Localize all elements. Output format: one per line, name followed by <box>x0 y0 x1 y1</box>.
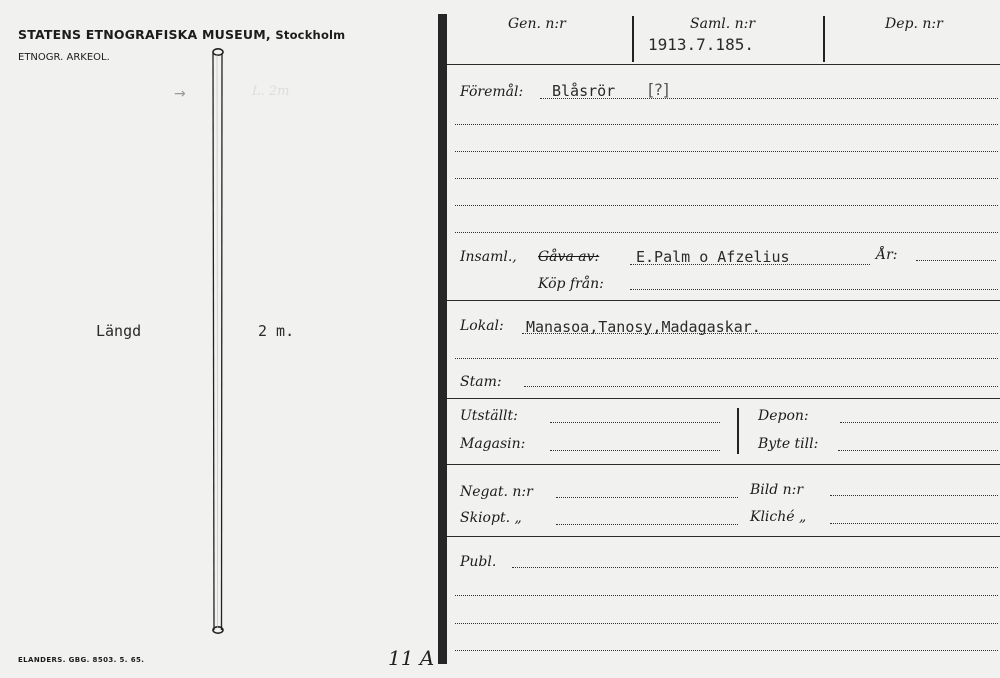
depon-line <box>840 422 998 423</box>
foremal-line-2 <box>455 124 998 125</box>
publ-line-3 <box>455 623 998 624</box>
foremal-line-3 <box>455 151 998 152</box>
arrow-mark: → <box>174 86 186 102</box>
card-divider <box>438 14 447 664</box>
foremal-label: Föremål: <box>460 84 524 100</box>
stam-label: Stam: <box>460 374 502 390</box>
publ-line-4 <box>455 650 998 651</box>
insaml-label: Insaml., <box>460 249 517 265</box>
bild-nr-label: Bild n:r <box>750 482 804 498</box>
utstallt-line <box>550 422 720 423</box>
museum-city: Stockholm <box>275 28 346 42</box>
printer-imprint: ELANDERS. GBG. 8503. 5. 65. <box>18 656 145 664</box>
insaml-line <box>630 264 870 265</box>
lokal-line-2 <box>455 358 998 359</box>
kliche-line <box>830 523 998 524</box>
foremal-line-1 <box>540 98 998 99</box>
rule-2 <box>447 300 1000 301</box>
foremal-line-6 <box>455 232 998 233</box>
depon-label: Depon: <box>758 408 809 424</box>
gava-av-struck-label: Gåva av: <box>538 249 600 265</box>
saml-nr-label: Saml. n:r <box>690 16 756 32</box>
negat-nr-label: Negat. n:r <box>460 484 533 500</box>
museum-name <box>18 27 345 42</box>
header-separator-1 <box>632 16 634 62</box>
blowpipe-drawing <box>200 40 240 640</box>
ar-label: År: <box>876 247 898 263</box>
magasin-line <box>550 450 720 451</box>
handwritten-code: 11 A <box>388 646 435 670</box>
dep-nr-label: Dep. n:r <box>885 16 943 32</box>
ar-line <box>916 260 996 261</box>
kliche-label: Kliché „ <box>750 509 807 525</box>
publ-label: Publ. <box>460 554 497 570</box>
kop-line <box>630 289 998 290</box>
skiopt-line <box>556 524 738 525</box>
publ-line-2 <box>455 595 998 596</box>
kop-fran-label: Köp från: <box>538 276 604 292</box>
skiopt-label: Skiopt. „ <box>460 510 522 526</box>
storage-separator <box>737 408 739 454</box>
rule-1 <box>447 64 1000 65</box>
negat-line <box>556 497 738 498</box>
header-separator-2 <box>823 16 825 62</box>
gen-nr-label: Gen. n:r <box>508 16 566 32</box>
length-label: Längd <box>96 322 142 340</box>
publ-line-1 <box>512 567 998 568</box>
rule-5 <box>447 536 1000 537</box>
rule-4 <box>447 464 1000 465</box>
museum-title: STATENS ETNOGRAFISKA MUSEUM, <box>18 27 271 42</box>
lokal-value: Manasoa,Tanosy,Madagaskar. <box>526 318 761 336</box>
utstallt-label: Utställt: <box>460 408 518 424</box>
lokal-label: Lokal: <box>460 318 504 334</box>
faint-pencil-note: L. 2m <box>252 84 290 99</box>
bild-line <box>830 495 998 496</box>
saml-nr-value: 1913.7.185. <box>648 35 754 54</box>
stam-line <box>524 386 998 387</box>
byte-till-label: Byte till: <box>758 436 819 452</box>
byte-line <box>838 450 998 451</box>
foremal-query-note: [?] <box>648 80 669 99</box>
foremal-value: Blåsrör <box>552 82 616 100</box>
magasin-label: Magasin: <box>460 436 526 452</box>
foremal-line-5 <box>455 205 998 206</box>
foremal-line-4 <box>455 178 998 179</box>
lokal-line-1 <box>522 333 998 334</box>
insaml-value: E.Palm o Afzelius <box>636 248 790 266</box>
department-labels: ETNOGR. ARKEOL. <box>18 52 110 63</box>
rule-3 <box>447 398 1000 399</box>
length-value: 2 m. <box>258 322 295 340</box>
